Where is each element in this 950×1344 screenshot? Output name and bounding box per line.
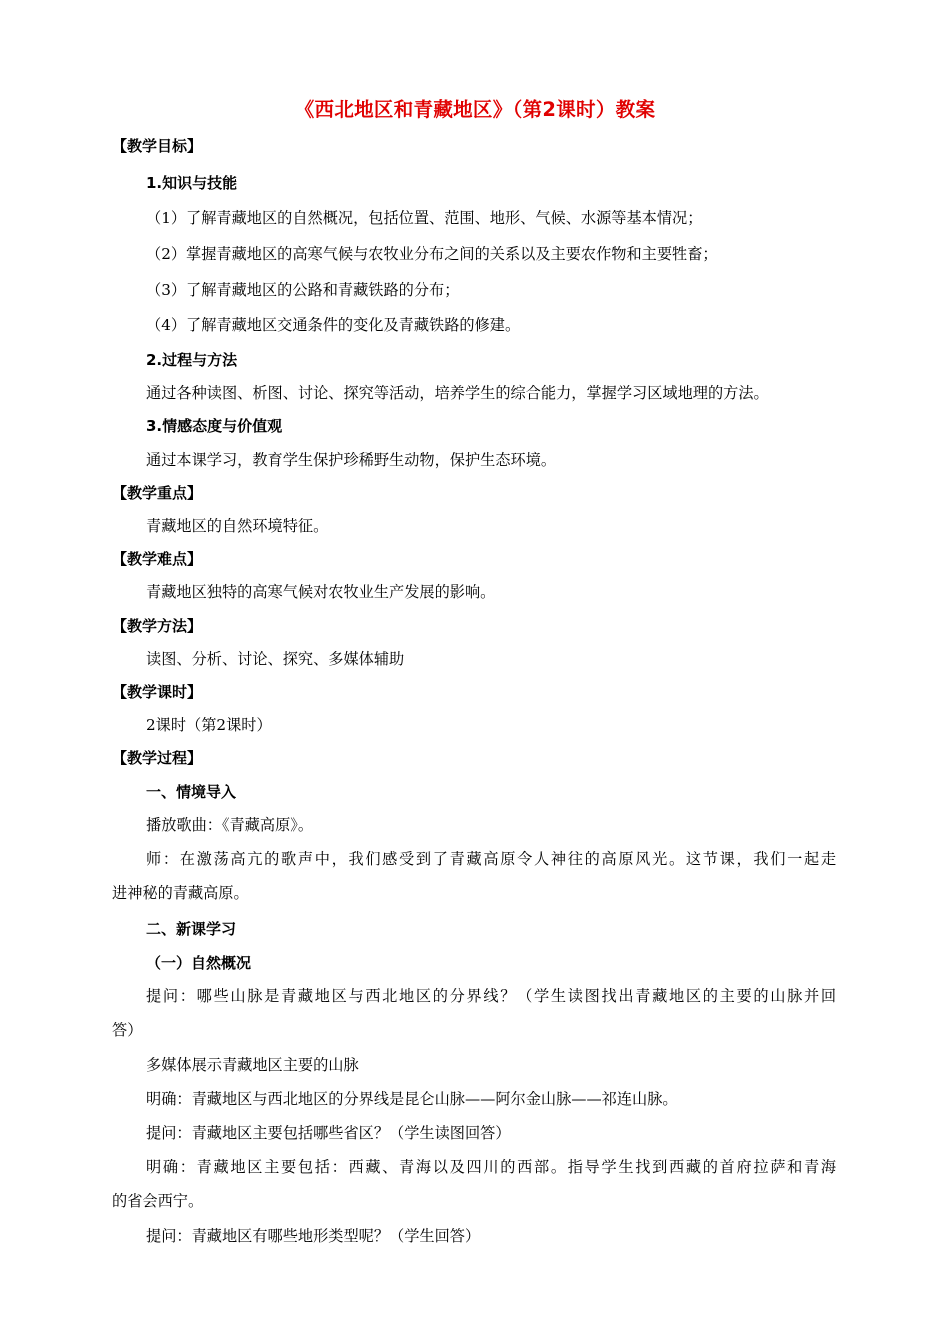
emotion-text: 通过本课学习，教育学生保护珍稀野生动物，保护生态环境。 bbox=[146, 451, 557, 469]
process-text: 通过各种读图、析图、讨论、探究等活动，培养学生的综合能力，掌握学习区域地理的方法。 bbox=[146, 384, 769, 402]
answer-2-line-2: 的省会西宁。 bbox=[112, 1192, 204, 1210]
question-2: 提问：青藏地区主要包括哪些省区？（学生读图回答） bbox=[146, 1124, 511, 1142]
key-text: 青藏地区的自然环境特征。 bbox=[146, 517, 329, 535]
section-header-difficult: 【教学难点】 bbox=[112, 550, 203, 568]
section-header-hours: 【教学课时】 bbox=[112, 683, 203, 701]
subheader-new-lesson: 二、新课学习 bbox=[146, 920, 237, 938]
subheader-nature: （一）自然概况 bbox=[146, 954, 252, 972]
method-text: 读图、分析、讨论、探究、多媒体辅助 bbox=[146, 650, 405, 668]
difficult-text: 青藏地区独特的高寒气候对农牧业生产发展的影响。 bbox=[146, 583, 496, 601]
question-1-line-2: 答） bbox=[112, 1021, 143, 1039]
knowledge-item-1: （1）了解青藏地区的自然概况，包括位置、范围、地形、气候、水源等基本情况； bbox=[146, 209, 703, 227]
teacher-line-1: 师：在激荡高亢的歌声中，我们感受到了青藏高原令人神往的高原风光。这节课，我们一起走 bbox=[146, 850, 836, 868]
answer-2-line-1: 明确：青藏地区主要包括：西藏、青海以及四川的西部。指导学生找到西藏的首府拉萨和青海 bbox=[146, 1158, 836, 1176]
knowledge-item-3: （3）了解青藏地区的公路和青藏铁路的分布； bbox=[146, 281, 460, 299]
subheader-intro: 一、情境导入 bbox=[146, 783, 237, 801]
section-header-key: 【教学重点】 bbox=[112, 484, 203, 502]
section-header-course: 【教学过程】 bbox=[112, 749, 203, 767]
document-title: 《西北地区和青藏地区》（第2课时）教案 bbox=[294, 98, 656, 121]
subheader-process: 2.过程与方法 bbox=[146, 351, 238, 369]
question-3: 提问：青藏地区有哪些地形类型呢？（学生回答） bbox=[146, 1227, 481, 1245]
subheader-knowledge: 1.知识与技能 bbox=[146, 174, 238, 192]
section-header-method: 【教学方法】 bbox=[112, 617, 203, 635]
teacher-line-2: 进神秘的青藏高原。 bbox=[112, 884, 249, 902]
knowledge-item-2: （2）掌握青藏地区的高寒气候与农牧业分布之间的关系以及主要农作物和主要牲畜； bbox=[146, 245, 718, 263]
subheader-emotion: 3.情感态度与价值观 bbox=[146, 417, 283, 435]
hours-text: 2课时（第2课时） bbox=[146, 716, 272, 734]
knowledge-item-4: （4）了解青藏地区交通条件的变化及青藏铁路的修建。 bbox=[146, 316, 521, 334]
question-1-line-1: 提问：哪些山脉是青藏地区与西北地区的分界线？（学生读图找出青藏地区的主要的山脉并回 bbox=[146, 987, 836, 1005]
section-header-objectives: 【教学目标】 bbox=[112, 137, 203, 155]
media-text: 多媒体展示青藏地区主要的山脉 bbox=[146, 1056, 359, 1074]
answer-1: 明确：青藏地区与西北地区的分界线是昆仑山脉——阿尔金山脉——祁连山脉。 bbox=[146, 1090, 678, 1108]
intro-song: 播放歌曲：《青藏高原》。 bbox=[146, 816, 314, 834]
